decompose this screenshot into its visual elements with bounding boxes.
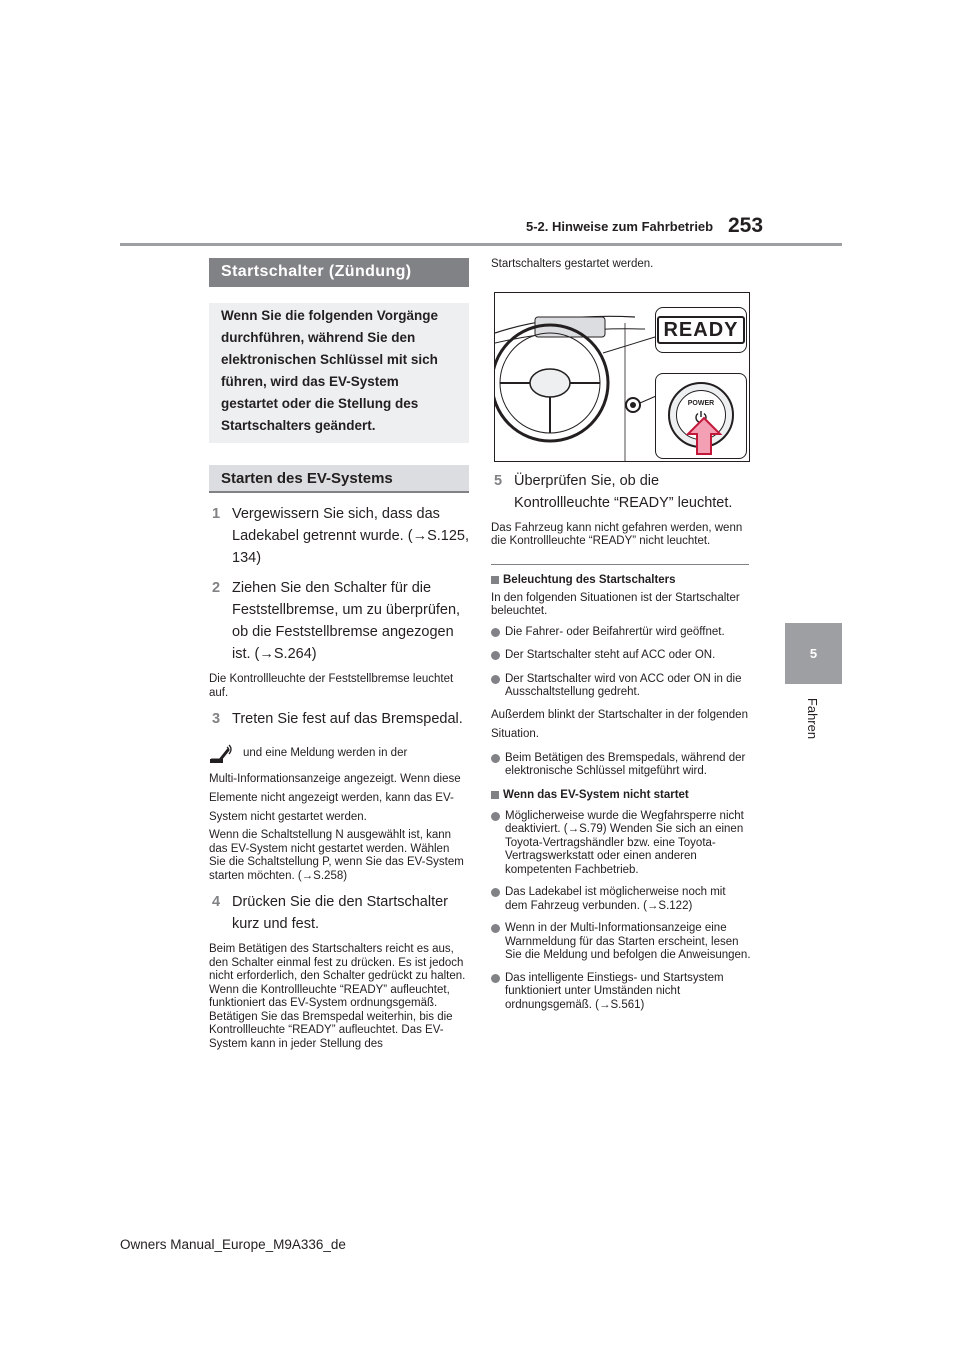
bullet-dot-icon [491, 974, 500, 983]
section-divider [491, 564, 749, 565]
chapter-label-text: Fahren [805, 697, 821, 739]
list-item-text: Das Ladekabel ist möglicherweise noch mit dem Fahrzeug verbunden. (→S.122) [505, 886, 726, 912]
step-number: 2 [212, 580, 221, 596]
bullet-dot-icon [491, 754, 500, 763]
intro-box: Wenn Sie die folgenden Vorgänge durchführen, während Sie den elektronischen Schlüssel mit sich führen, wird das EV-System gestartet oder die Stellung des Startschalters geändert. [209, 303, 469, 443]
bullet-dot-icon [491, 651, 500, 660]
bullet-dot-icon [491, 675, 500, 684]
list-item-text: Wenn in der Multi-Informationsanzeige eine Warnmeldung für das Starten erscheint, lesen Sie die Meldung und befolgen die Anweisungen. [505, 922, 751, 961]
step-text: Ziehen Sie den Schalter für die Feststellbremse, um zu überprüfen, ob die Feststellbremse angezogen ist. (→S.264) [232, 580, 461, 662]
chapter-label [790, 690, 836, 746]
step-3-note-row [209, 744, 469, 764]
press-arrow-icon [684, 416, 724, 456]
step-5-note: Das Fahrzeug kann nicht gefahren werden, wenn die Kontrollleuchte “READY” nicht leuchtet. [491, 521, 743, 547]
section-heading: Startschalter (Zündung) [209, 258, 469, 287]
ready-callout [655, 307, 747, 353]
step-text: Vergewissern Sie sich, dass das Ladekabel getrennt wurde. (→S.125, 134) [232, 506, 469, 566]
info-paragraph: Außerdem blinkt der Startschalter in der folgenden Situation. [491, 708, 748, 740]
list-item-text: Möglicherweise wurde die Wegfahrsperre nicht deaktiviert. (→S.79) Wenden Sie sich an einen Toyota-Vertragshändler bzw. eine Toyota-Vertragswerkstatt oder einen anderen kompetenten Fachbetrieb. [505, 809, 744, 876]
step-number: 1 [212, 506, 221, 522]
info-intro: In den folgenden Situationen ist der Startschalter beleuchtet. [491, 591, 740, 617]
list-item [491, 810, 751, 878]
left-column [209, 258, 469, 1051]
dashboard-illustration [494, 292, 750, 462]
step-text: Treten Sie fest auf das Bremspedal. [232, 711, 463, 727]
subheading: Starten des EV-Systems [209, 465, 469, 493]
step-3-note-cont: Multi-Informationsanzeige angezeigt. Wenn diese Elemente nicht angezeigt werden, kann das EV-System nicht gestartet werden. [209, 773, 461, 823]
section-reference: 5-2. Hinweise zum Fahrbetrieb [526, 219, 714, 234]
list-item [491, 972, 751, 1013]
step-3 [209, 708, 469, 730]
step-4-note: Beim Betätigen des Startschalters reicht es aus, den Schalter einmal fest zu drücken. Es ist jedoch nicht erforderlich, den Schalter gedrückt zu halten. Wenn die Kontrollleuchte “READY” aufleuchtet, funktioniert das EV-System ordnungsgemäß. Betätigen Sie das Bremspedal weiterhin, bis die Kontrollleuchte “READY” aufleuchtet. Das EV-System kann in jeder Stellung des [209, 943, 466, 1050]
list-item-text: Das intelligente Einstiegs- und Startsystem funktioniert unter Umständen nicht ordnungsgemäß. (→S.561) [505, 971, 724, 1011]
bullet-dot-icon [491, 812, 500, 821]
step-1 [209, 503, 469, 569]
step-4 [209, 891, 469, 935]
list-item [491, 673, 751, 700]
list-item [491, 922, 751, 963]
step-5 [491, 470, 751, 514]
info-heading-not-starting [491, 789, 751, 801]
bullet-dot-icon [491, 924, 500, 933]
header-rule [120, 243, 842, 246]
right-column [491, 258, 751, 1012]
square-bullet-icon [491, 576, 499, 584]
step-2 [209, 577, 469, 665]
step-text: Drücken Sie die den Startschalter kurz und fest. [232, 894, 448, 932]
ready-indicator: READY [657, 316, 744, 344]
brake-pedal-icon [209, 744, 233, 764]
step-text: Überprüfen Sie, ob die Kontrollleuchte “READY” leuchtet. [514, 472, 733, 511]
bullet-dot-icon [491, 888, 500, 897]
footer-manual-id: Owners Manual_Europe_M9A336_de [120, 1237, 346, 1252]
list-item-text: Die Fahrer- oder Beifahrertür wird geöffnet. [505, 625, 725, 638]
square-bullet-icon [491, 791, 499, 799]
info-heading-lighting [491, 574, 751, 586]
list-item [491, 626, 751, 640]
info-heading-text: Beleuchtung des Startschalters [503, 573, 676, 586]
list-item-text: Der Startschalter steht auf ACC oder ON. [505, 649, 716, 661]
list-item [491, 649, 751, 663]
step-3-note-b: Wenn die Schaltstellung N ausgewählt ist, kann das EV-System nicht gestartet werden. Wählen Sie die Schaltstellung P, wenn Sie das EV-System starten möchten. (→S.258) [209, 829, 464, 882]
info-heading-text: Wenn das EV-System nicht startet [503, 788, 689, 801]
list-item [491, 886, 751, 913]
bullet-dot-icon [491, 628, 500, 637]
step-number: 4 [212, 894, 221, 910]
page-number: 253 [728, 214, 764, 237]
step-3-note: und eine Meldung werden in der [243, 747, 408, 760]
list-item [491, 752, 751, 779]
step-number: 3 [212, 711, 221, 727]
list-item-text: Beim Betätigen des Bremspedals, während der elektronische Schlüssel mitgeführt wird. [505, 751, 746, 777]
chapter-tab: 5 [785, 623, 842, 684]
step-number: 5 [494, 472, 503, 489]
continuation-text: Startschalters gestartet werden. [491, 258, 654, 270]
list-item-text: Der Startschalter wird von ACC oder ON in die Ausschaltstellung gedreht. [505, 672, 742, 698]
step-2-note: Die Kontrollleuchte der Feststellbremse leuchtet auf. [209, 673, 454, 699]
power-callout [655, 373, 747, 459]
power-label: POWER [687, 399, 715, 407]
